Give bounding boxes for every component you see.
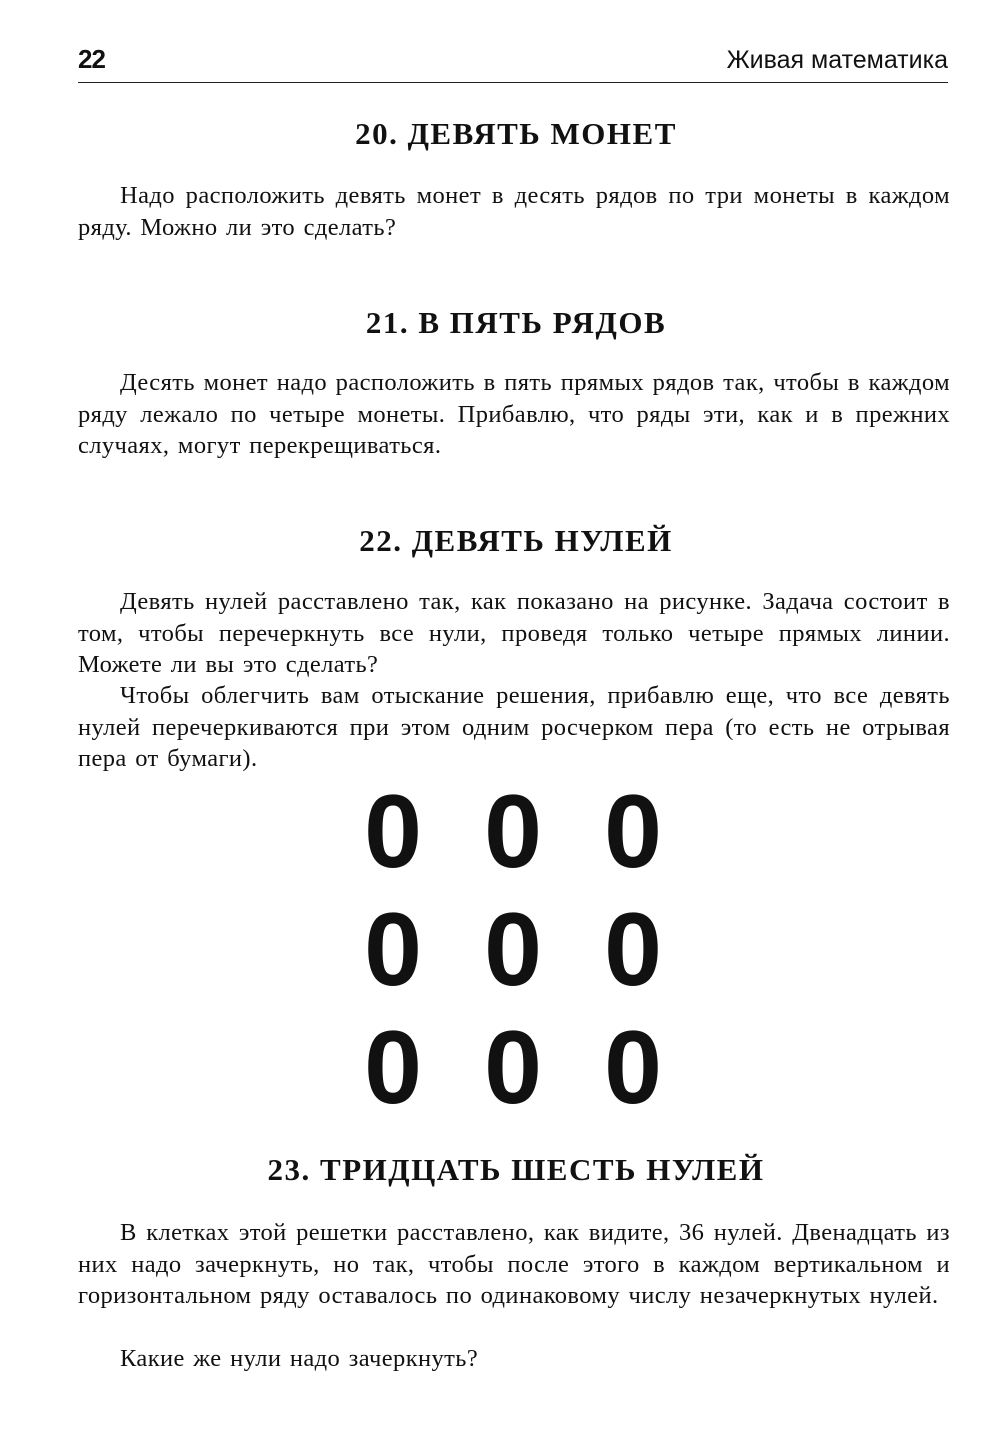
zero-r3-c3: 0 — [604, 1010, 662, 1126]
section-23-paragraph-1: В клетках этой решетки расставлено, как видите, 36 нулей. Двенадцать из них надо зачеркнуть, но так, чтобы после этого в каждом вертикальном и горизонтальном ряду оставалось по одинаковому числу незачеркнутых нулей. — [78, 1219, 950, 1309]
zero-r2-c2: 0 — [484, 892, 542, 1008]
section-title-20: 20. ДЕВЯТЬ МОНЕТ — [355, 116, 677, 151]
section-22-paragraph-2: Чтобы облегчить вам отыскание решения, прибавлю еще, что все девять нулей перечеркиваются при этом одним росчерком пера (то есть не отрывая пера от бумаги). — [78, 682, 950, 772]
section-title-21: 21. В ПЯТЬ РЯДОВ — [365, 305, 667, 340]
section-23-paragraph-2: Какие же нули надо зачеркнуть? — [120, 1345, 479, 1372]
zero-r2-c3: 0 — [604, 892, 662, 1008]
zero-r3-c2: 0 — [484, 1010, 542, 1126]
section-22-paragraph-1: Девять нулей расставлено так, как показано на рисунке. Задача состоит в том, чтобы перечеркнуть все нули, проведя только четыре прямых линии. Можете ли вы это сделать? — [78, 588, 950, 678]
zero-r1-c1: 0 — [364, 774, 422, 890]
zero-r1-c2: 0 — [484, 774, 542, 890]
page-header — [78, 42, 948, 83]
running-title: Живая математика — [726, 46, 948, 74]
nine-zeros-figure — [363, 774, 663, 1126]
page-number: 22 — [78, 44, 105, 74]
zero-r2-c1: 0 — [364, 892, 422, 1008]
section-title-23: 23. ТРИДЦАТЬ ШЕСТЬ НУЛЕЙ — [267, 1152, 765, 1187]
section-20-paragraph: Надо расположить девять монет в десять рядов по три монеты в каждом ряду. Можно ли это сделать? — [78, 182, 950, 241]
zero-r1-c3: 0 — [604, 774, 662, 890]
section-21-paragraph: Десять монет надо расположить в пять прямых рядов так, чтобы в каждом ряду лежало по четыре монеты. Прибавлю, что ряды эти, как и в прежних случаях, могут перекрещиваться. — [78, 369, 950, 459]
section-title-22: 22. ДЕВЯТЬ НУЛЕЙ — [359, 523, 673, 558]
zero-r3-c1: 0 — [364, 1010, 422, 1126]
